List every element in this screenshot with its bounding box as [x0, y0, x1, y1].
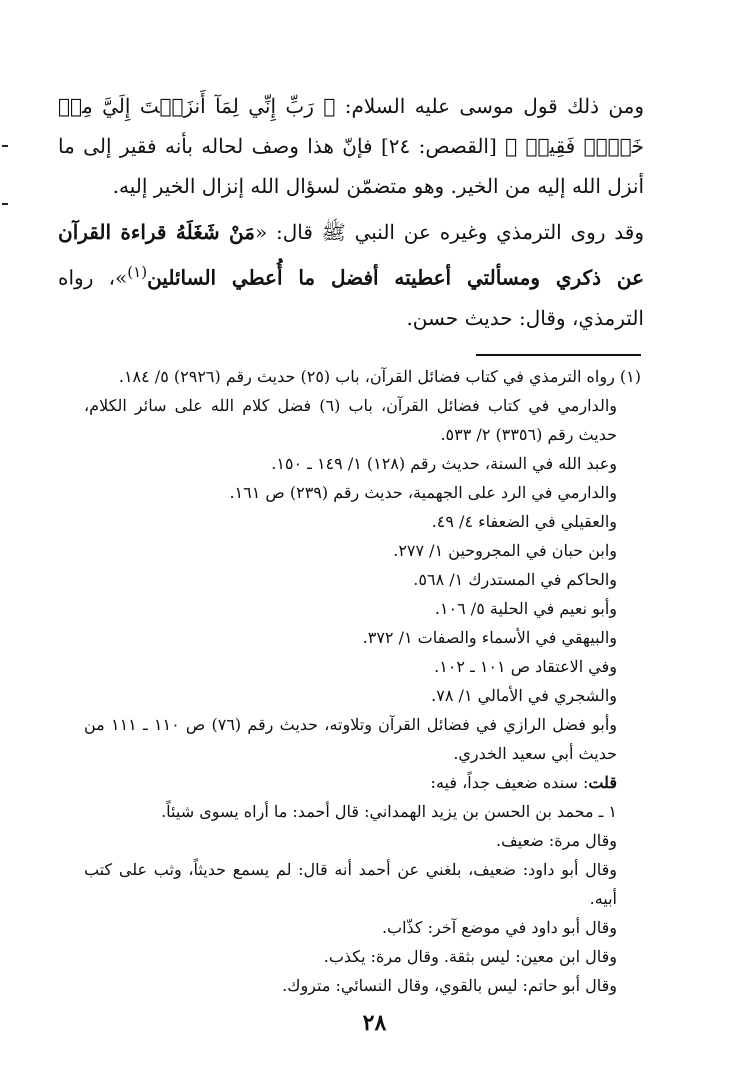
analysis-line: وقال أبو حاتم: ليس بالقوي، وقال النسائي: متروك.	[282, 976, 617, 995]
footnotes-section	[84, 362, 641, 1000]
paragraph-hadith	[58, 212, 644, 338]
footnote-separator	[476, 354, 641, 356]
footnote-line: وفي الاعتقاد ص ١٠١ ـ ١٠٢.	[434, 657, 617, 676]
footnote-line: والحاكم في المستدرك ١/ ٥٦٨.	[413, 570, 617, 589]
footnote-line: وأبو فضل الرازي في فضائل القرآن وتلاوته، حديث رقم (٧٦) ص ١١٠ ـ ١١١ من حديث أبي سعيد الخدري.	[84, 715, 618, 763]
analysis-label: قلت	[588, 773, 617, 792]
paragraph-musa-verse	[58, 86, 644, 206]
page-number: ٢٨	[362, 1010, 387, 1036]
analysis-line: وقال أبو داود في موضع آخر: كذّاب.	[381, 918, 617, 937]
paragraph-tail: »، رواه الترمذي، وقال: حديث حسن.	[58, 265, 644, 330]
footnote-reference: (١)	[127, 263, 148, 281]
footnote-line: والدارمي في كتاب فضائل القرآن، باب (٦) فضل كلام الله على سائر الكلام، حديث رقم (٣٣٥٦) ٢/ ٥٣٣.	[84, 396, 617, 444]
footnote-line: والعقيلي في الضعفاء ٤/ ٤٩.	[431, 512, 617, 531]
footnote-line: والبيهقي في الأسماء والصفات ١/ ٣٧٢.	[362, 628, 617, 647]
footnote-line: وابن حبان في المجروحين ١/ ٢٧٧.	[393, 541, 617, 560]
analysis-line: وقال أبو داود: ضعيف، بلغني عن أحمد أنه قال: لم يسمع حديثاً، وثب على كتب أبيه.	[84, 860, 617, 908]
analysis-line: وقال مرة: ضعيف.	[496, 831, 617, 850]
hadith-text: مَنْ شَغَلَهُ قراءة القرآن عن ذكري ومسألتي أعطيته أفضل ما أُعطي السائلين	[58, 220, 644, 290]
margin-mark	[2, 145, 8, 147]
paragraph-lead: وقد روى الترمذي وغيره عن النبي ﷺ قال: «	[254, 220, 644, 244]
main-text	[58, 86, 644, 338]
paragraph-text: ومن ذلك قول موسى عليه السلام: ﴿ رَبِّ إِنِّي لِمَآ أَنزَلۡتَ إِلَيَّ مِنۡ خَيۡرٖ فَقِيرٞ ﴾ [القصص: ٢٤] فإنّ هذا وصف لحاله بأنه فقير إلى ما أنزل الله إليه من الخير. وهو متضمّن لسؤال الله إنزال الخير إليه.	[58, 94, 644, 198]
footnote-line: والشجري في الأمالي ١/ ٧٨.	[431, 686, 617, 705]
footnote-line: وأبو نعيم في الحلية ٥/ ١٠٦.	[434, 599, 617, 618]
analysis-heading	[84, 768, 641, 797]
margin-mark	[2, 203, 8, 205]
footnote-line: وعبد الله في السنة، حديث رقم (١٢٨) ١/ ١٤٩ ـ ١٥٠.	[271, 454, 617, 473]
analysis-intro: : سنده ضعيف جداً، فيه:	[430, 773, 589, 792]
footnote-line: والدارمي في الرد على الجهمية، حديث رقم (٢٣٩) ص ١٦١.	[229, 483, 617, 502]
footnote-line: (١) رواه الترمذي في كتاب فضائل القرآن، باب (٢٥) حديث رقم (٢٩٢٦) ٥/ ١٨٤.	[118, 367, 641, 386]
analysis-line: ١ ـ محمد بن الحسن بن يزيد الهمداني: قال أحمد: ما أراه يسوى شيئاً.	[161, 802, 617, 821]
analysis-line: وقال ابن معين: ليس بثقة. وقال مرة: يكذب.	[323, 947, 617, 966]
